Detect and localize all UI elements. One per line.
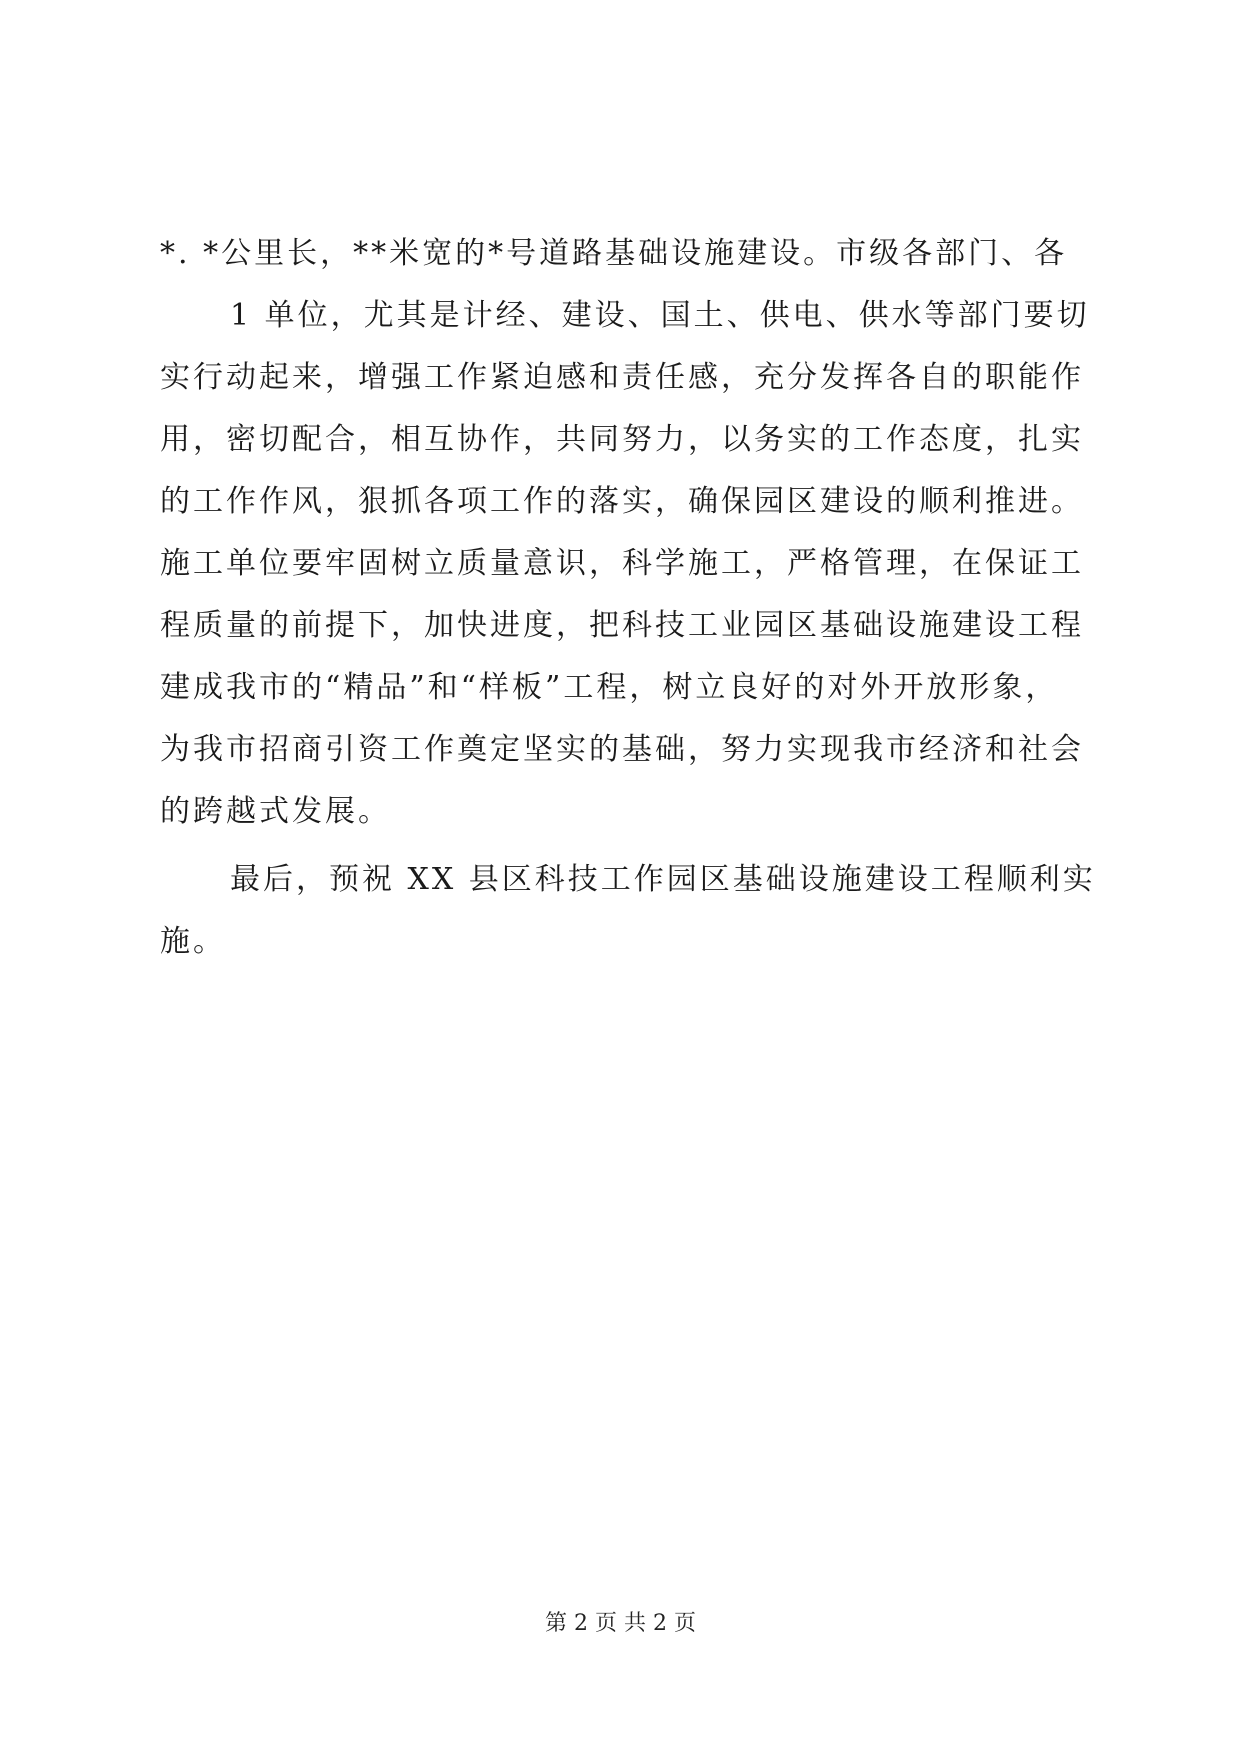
- body-line-9: 为我市招商引资工作奠定坚实的基础，努力实现我市经济和社会: [160, 732, 1084, 767]
- body-line-6: 施工单位要牢固树立质量意识，科学施工，严格管理，在保证工: [160, 546, 1084, 581]
- body-line-1: *. *公里长，**米宽的*号道路基础设施建设。市级各部门、各: [160, 236, 1068, 271]
- body-line-8: 建成我市的“精品”和“样板”工程，树立良好的对外开放形象，: [160, 670, 1059, 705]
- body-line-12: 施。: [160, 924, 226, 959]
- body-line-3: 实行动起来，增强工作紧迫感和责任感，充分发挥各自的职能作: [160, 360, 1084, 395]
- body-line-2: 1 单位，尤其是计经、建设、国土、供电、供水等部门要切: [230, 298, 1090, 333]
- body-line-4: 用，密切配合，相互协作，共同努力，以务实的工作态度，扎实: [160, 422, 1084, 457]
- page-number-footer: 第 2 页 共 2 页: [545, 1611, 696, 1636]
- body-line-10: 的跨越式发展。: [160, 794, 391, 829]
- body-line-11: 最后，预祝 XX 县区科技工作园区基础设施建设工程顺利实: [230, 862, 1096, 897]
- body-line-7: 程质量的前提下，加快进度，把科技工业园区基础设施建设工程: [160, 608, 1084, 643]
- body-line-5: 的工作作风，狠抓各项工作的落实，确保园区建设的顺利推进。: [160, 484, 1084, 519]
